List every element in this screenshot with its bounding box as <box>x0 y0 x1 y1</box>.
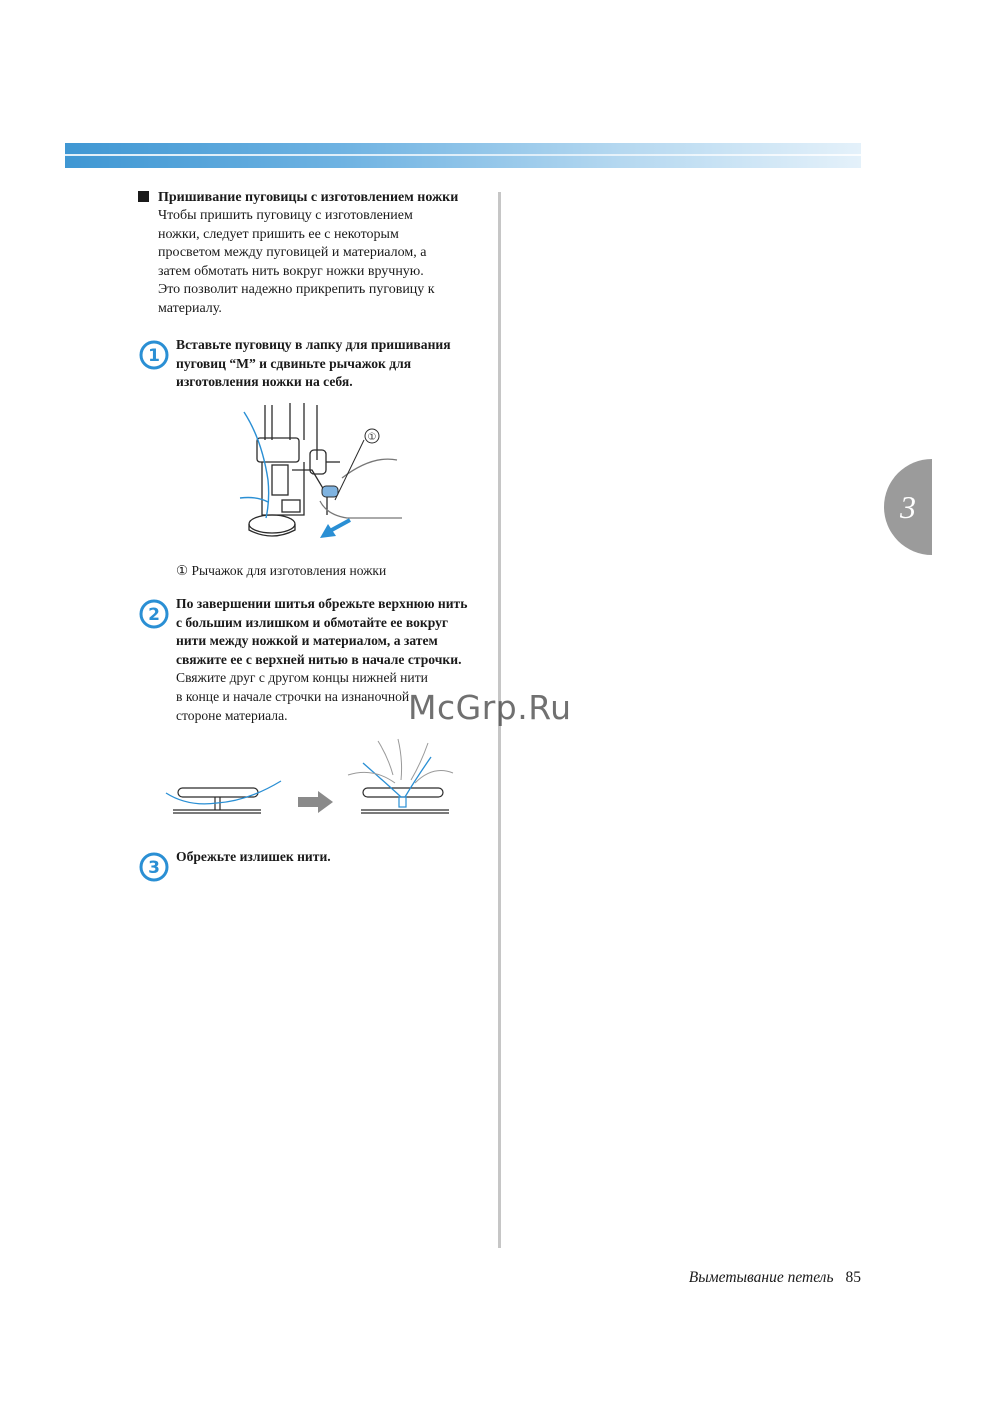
intro-line: Чтобы пришить пуговицу с изготовлением <box>158 208 413 223</box>
step-3-number-icon <box>139 852 169 882</box>
step-bold-line: с большим излишком и обмотайте ее вокруг <box>176 614 449 630</box>
figure-callout-1: ① <box>367 432 377 443</box>
intro-line: материалу. <box>158 300 222 316</box>
step-normal-line: в конце и начале строчки на изнаночной <box>176 688 410 704</box>
button-foot-illustration <box>232 400 402 550</box>
step-1-text <box>176 336 488 392</box>
section-heading <box>138 188 458 207</box>
intro-line: затем обмотать нить вокруг ножки вручную. <box>158 263 424 279</box>
square-bullet-icon <box>138 191 149 202</box>
page-footer <box>689 1268 861 1288</box>
step-2-number: 2 <box>148 605 160 625</box>
shank-winding-illustration <box>163 735 463 820</box>
step-bold-line: свяжите ее с верхней нитью в начале строчки. <box>176 651 462 667</box>
figure-caption <box>176 562 386 580</box>
step-bold-line: изготовления ножки на себя. <box>176 374 353 390</box>
step-bold-line: Вставьте пуговицу в лапку для пришивания <box>176 337 451 352</box>
step-2-number-icon <box>139 599 169 629</box>
step-3-text <box>176 848 488 867</box>
intro-line: Это позволит надежно прикрепить пуговицу к <box>158 282 435 298</box>
step-bold-line: нити между ножкой и материалом, а затем <box>176 633 438 649</box>
step-1-number: 1 <box>148 346 160 366</box>
chapter-number: 3 <box>900 489 916 525</box>
step-bold-line: пуговиц “M” и сдвиньте рычажок для <box>176 355 412 371</box>
page-number: 85 <box>845 1269 861 1286</box>
chapter-tab <box>884 459 932 555</box>
section-heading-text: Пришивание пуговицы с изготовлением ножки <box>158 190 459 205</box>
caption-marker: ① <box>176 563 189 578</box>
section-intro <box>158 207 483 319</box>
watermark: McGrp.Ru <box>408 688 572 727</box>
step-1-number-icon <box>139 340 169 370</box>
intro-line: просветом между пуговицей и материалом, а <box>158 245 427 261</box>
step-normal-line: стороне материала. <box>176 707 288 723</box>
step-3-number: 3 <box>148 858 160 878</box>
header-color-band <box>65 143 861 168</box>
intro-line: ножки, следует пришить ее с некоторым <box>158 226 399 242</box>
step-bold-line: Обрежьте излишек нити. <box>176 849 331 864</box>
caption-text: Рычажок для изготовления ножки <box>191 563 387 578</box>
step-bold-line: По завершении шитья обрежьте верхнюю нить <box>176 596 468 611</box>
footer-section-title: Выметывание петель <box>688 1269 834 1286</box>
step-normal-line: Свяжите друг с другом концы нижней нити <box>176 670 428 686</box>
